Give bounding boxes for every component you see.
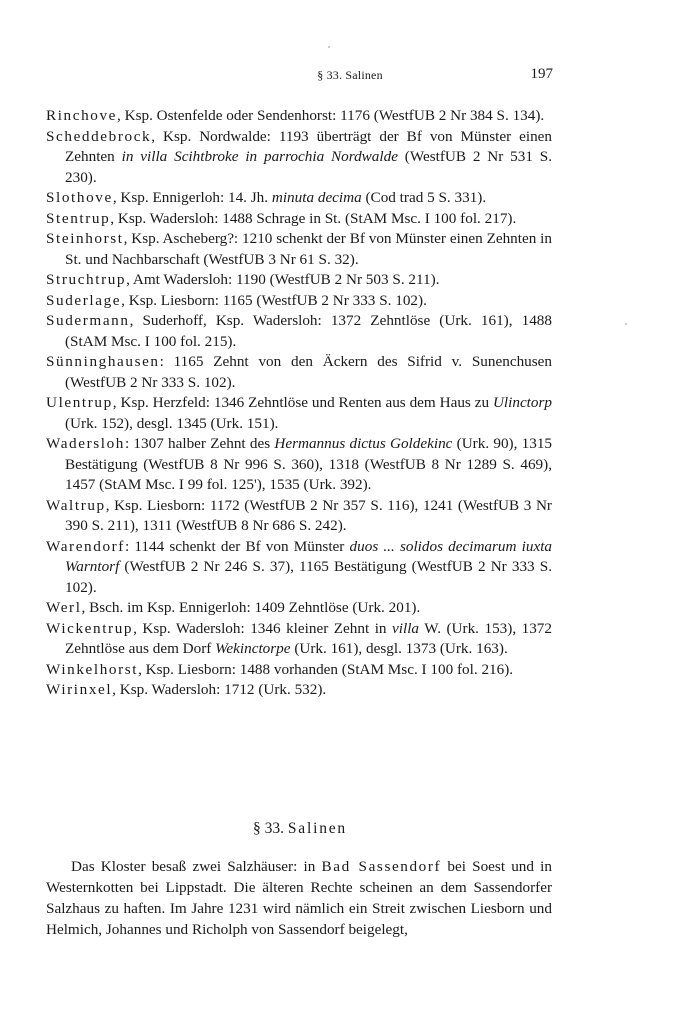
entry-text: , Suderhoff, Ksp. Wadersloh: 1372 Zehntlöse (Urk. 161), 1488 (StAM Msc. I 100 fol. 215). (65, 312, 552, 350)
entry-place-name: Werl (46, 599, 82, 616)
entry-place-name: Scheddebrock (46, 127, 152, 145)
entry-place-name: Wickentrup (46, 619, 134, 637)
entry-text: (Urk. 161), desgl. 1373 (Urk. 163). (290, 640, 508, 657)
entry-place-name: Sudermann (46, 312, 130, 329)
body-text (46, 856, 552, 940)
spaced-place-name: Bad Sassendorf (321, 858, 442, 875)
entry-text: , Ksp. Wadersloh: 1712 (Urk. 532). (112, 681, 327, 698)
entry-place-name: Slothove (46, 189, 113, 206)
entry-text: (WestfUB 2 Nr 246 S. 37), 1165 Bestätigung (WestfUB 2 Nr 333 S. 102). (65, 558, 552, 596)
index-entry (46, 537, 552, 599)
entry-italic-text: Hermannus dictus Goldekinc (274, 435, 453, 452)
index-entry (46, 434, 552, 496)
index-entry (46, 291, 552, 312)
index-entry (46, 660, 552, 681)
entry-place-name: Struchtrup (46, 271, 127, 288)
entry-text: , Ksp. Nordwalde: 1193 überträgt der Bf von Münster einen Zehnten (65, 127, 552, 165)
entry-text: , Ksp. Ostenfelde oder Sendenhorst: 1176 (WestfUB 2 Nr 384 S. 134). (117, 107, 545, 124)
entry-text: : 1165 Zehnt von den Äckern des Sifrid v. Sunenchusen (WestfUB 2 Nr 333 S. 102). (65, 353, 552, 391)
entry-text: , Bsch. im Ksp. Ennigerloh: 1409 Zehntlöse (Urk. 201). (81, 599, 421, 616)
page-speck (625, 323, 627, 325)
entry-text: : 1144 schenkt der Bf von Münster (124, 537, 350, 555)
index-entry (46, 619, 552, 660)
entry-text: , Ksp. Liesborn: 1172 (WestfUB 2 Nr 357 S. 116), 1241 (WestfUB 3 Nr 390 S. 211), 1311 (WestfUB 8 Nr 686 S. 242). (65, 496, 552, 534)
entry-italic-text: minuta decima (271, 189, 362, 206)
entry-text: (Urk. 90), 1315 Bestätigung (WestfUB 8 Nr 996 S. 360), 1318 (WestfUB 8 Nr 1289 S. 469), 1457 (StAM Msc. I 99 fol. 125'), 1535 (Urk. 392). (65, 435, 553, 493)
index-entry (46, 393, 552, 434)
index-entry (46, 188, 552, 209)
entry-place-name: Wadersloh (46, 435, 125, 452)
index-entry (46, 209, 552, 230)
entry-text: (Urk. 152), desgl. 1345 (Urk. 151). (65, 414, 279, 432)
index-entry (46, 352, 552, 393)
index-entry (46, 106, 552, 127)
entry-text: , Ksp. Liesborn: 1488 vorhanden (StAM Msc. I 100 fol. 216). (138, 660, 514, 678)
index-entry (46, 270, 552, 291)
section-number: § 33. (253, 820, 285, 837)
index-entry (46, 311, 552, 352)
index-entry (46, 680, 552, 701)
body-text-part: Das Kloster besaß zwei Salzhäuser: in (71, 858, 322, 875)
entry-place-name: Wirinxel (46, 681, 113, 698)
index-entry (46, 496, 552, 537)
entry-text: W. (Urk. 153), 1372 Zehntlöse aus dem Dorf (65, 619, 552, 657)
index-entry (46, 598, 552, 619)
entry-text: , Ksp. Wadersloh: 1346 kleiner Zehnt in (133, 619, 393, 637)
entry-italic-text: in villa Scihtbroke in parrochia Nordwalde (121, 148, 398, 165)
entry-text: , Ksp. Ascheberg?: 1210 schenkt der Bf von Münster einen Zehnten in St. und Nachbarschaft (WestfUB 3 Nr 61 S. 32). (65, 230, 552, 268)
entry-place-name: Winkelhorst (46, 660, 139, 678)
entry-place-name: Rinchove (46, 107, 118, 124)
entry-text: (Cod trad 5 S. 331). (361, 189, 487, 206)
entry-place-name: Warendorf (46, 537, 125, 555)
entry-text: , Ksp. Liesborn: 1165 (WestfUB 2 Nr 333 S. 102). (121, 291, 427, 309)
section-heading (0, 820, 600, 838)
entry-list (46, 106, 552, 701)
body-paragraph (46, 856, 552, 940)
entry-text: , Ksp. Ennigerloh: 14. Jh. (112, 189, 272, 206)
entry-text: (WestfUB 2 Nr 531 S. 230). (65, 148, 552, 186)
entry-place-name: Sünninghausen (46, 353, 160, 370)
entry-place-name: Suderlage (46, 291, 122, 309)
entry-place-name: Ulentrup (46, 394, 113, 411)
entry-italic-text: Ulinctorp (492, 394, 552, 411)
entry-italic-text: duos ... solidos decimarum iuxta Warntorf (65, 537, 553, 575)
entry-text: : 1307 halber Zehnt des (124, 435, 275, 452)
entry-italic-text: villa (392, 619, 420, 637)
entry-text: , Ksp. Wadersloh: 1488 Schrage in St. (StAM Msc. I 100 fol. 217). (110, 209, 517, 227)
body-text-part: bei Soest und in Westernkotten bei Lippstadt. Die älteren Rechte scheinen an dem Sassendorfer Salzhaus zu haften. Im Jahre 1231 wird nämlich ein Streit zwischen Liesborn und Helmich, Johannes und Richolph von Sassendorf beigelegt, (46, 858, 552, 938)
page-speck (328, 46, 330, 48)
entry-text: , Ksp. Herzfeld: 1346 Zehntlöse und Renten aus dem Haus zu (112, 394, 493, 411)
running-header: § 33. Salinen (317, 68, 383, 82)
entry-place-name: Steinhorst (46, 230, 124, 247)
entry-italic-text: Wekinctorpe (215, 640, 291, 657)
section-title-text: Salinen (287, 820, 347, 837)
entry-place-name: Waltrup (46, 496, 106, 514)
index-entry (46, 127, 552, 189)
page-number: 197 (530, 66, 553, 82)
index-entry (46, 229, 552, 270)
entry-text: , Amt Wadersloh: 1190 (WestfUB 2 Nr 503 S. 211). (126, 271, 440, 288)
entry-place-name: Stentrup (46, 209, 111, 227)
